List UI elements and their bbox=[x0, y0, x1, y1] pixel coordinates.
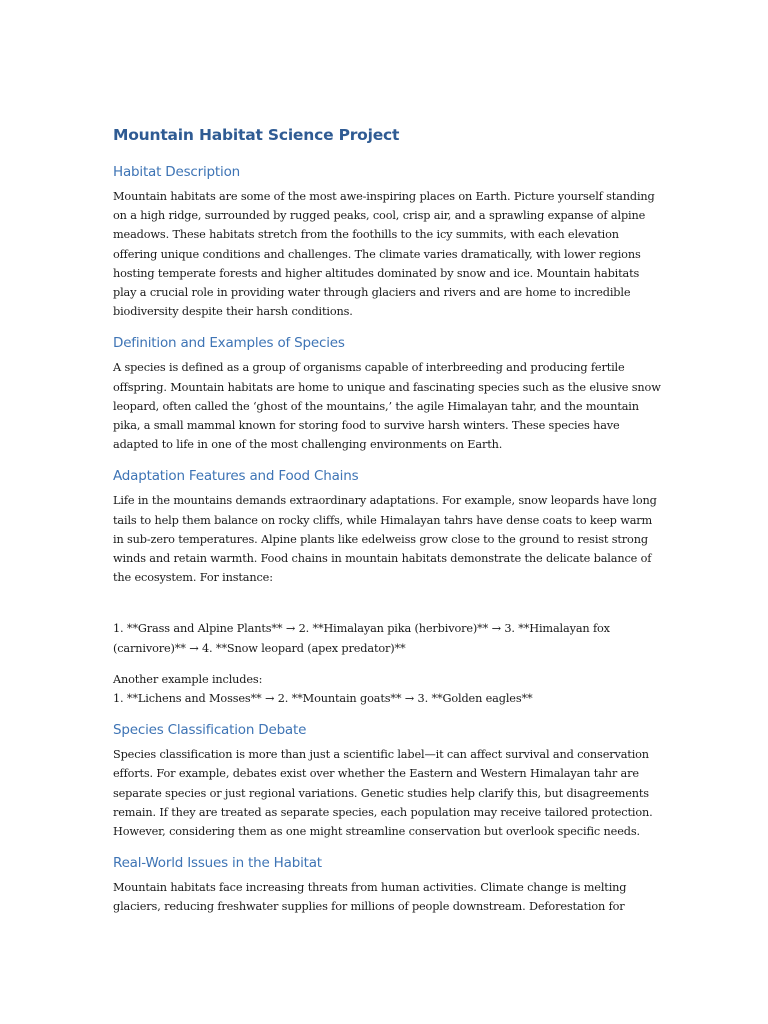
paragraph-classification-debate: Species classification is more than just a scientific label—it can affect survival and conservation efforts. For example, debates exist over whether the Eastern and Western Himalayan tahr are separate species or just regional variations. Genetic studies help clarify this, but disagreements remain. If they are treated as separate species, each population may receive tailored protection. However, considering them as one might streamline conservation but overlook specific needs. bbox=[113, 748, 653, 839]
food-chain-example-1: 1. **Grass and Alpine Plants** → 2. **Himalayan pika (herbivore)** → 3. **Himalayan fox (carnivore)** → 4. **Snow leopard (apex predator)** bbox=[113, 622, 610, 655]
heading-definition-species: Definition and Examples of Species bbox=[113, 335, 345, 352]
another-example-label: Another example includes: bbox=[113, 672, 263, 686]
food-chain-example-2: 1. **Lichens and Mosses** → 2. **Mountain goats** → 3. **Golden eagles** bbox=[113, 692, 533, 706]
heading-classification-debate: Species Classification Debate bbox=[113, 722, 307, 739]
document-title: Mountain Habitat Science Project bbox=[113, 126, 400, 144]
heading-adaptation-food-chains: Adaptation Features and Food Chains bbox=[113, 468, 359, 485]
document-page bbox=[113, 124, 661, 929]
paragraph-real-world-issues: Mountain habitats face increasing threats from human activities. Climate change is melting glaciers, reducing freshwater supplies for millions of people downstream. Deforestation for bbox=[113, 881, 627, 914]
paragraph-adaptation: Life in the mountains demands extraordinary adaptations. For example, snow leopards have long tails to help them balance on rocky cliffs, while Himalayan tahrs have dense coats to keep warm in sub-zero temperatures. Alpine plants like edelweiss grow close to the ground to resist strong winds and retain warmth. Food chains in mountain habitats demonstrate the delicate balance of the ecosystem. For instance: bbox=[113, 494, 657, 585]
heading-habitat-description: Habitat Description bbox=[113, 164, 240, 180]
paragraph-habitat-description: Mountain habitats are some of the most awe-inspiring places on Earth. Picture yourself standing on a high ridge, surrounded by rugged peaks, cool, crisp air, and a sprawling expanse of alpine meadows. These habitats stretch from the foothills to the icy summits, with each elevation offering unique conditions and challenges. The climate varies dramatically, with lower regions hosting temperate forests and higher altitudes dominated by snow and ice. Mountain habitats play a crucial role in providing water through glaciers and rivers and are home to incredible biodiversity despite their harsh conditions. bbox=[113, 190, 655, 319]
paragraph-definition-species: A species is defined as a group of organisms capable of interbreeding and producing fertile offspring. Mountain habitats are home to unique and fascinating species such as the elusive snow leopard, often called the ‘ghost of the mountains,’ the agile Himalayan tahr, and the mountain pika, a small mammal known for storing food to survive harsh winters. These species have adapted to life in one of the most challenging environments on Earth. bbox=[113, 361, 661, 452]
heading-real-world-issues: Real-World Issues in the Habitat bbox=[113, 855, 322, 872]
blank-line bbox=[113, 599, 661, 619]
